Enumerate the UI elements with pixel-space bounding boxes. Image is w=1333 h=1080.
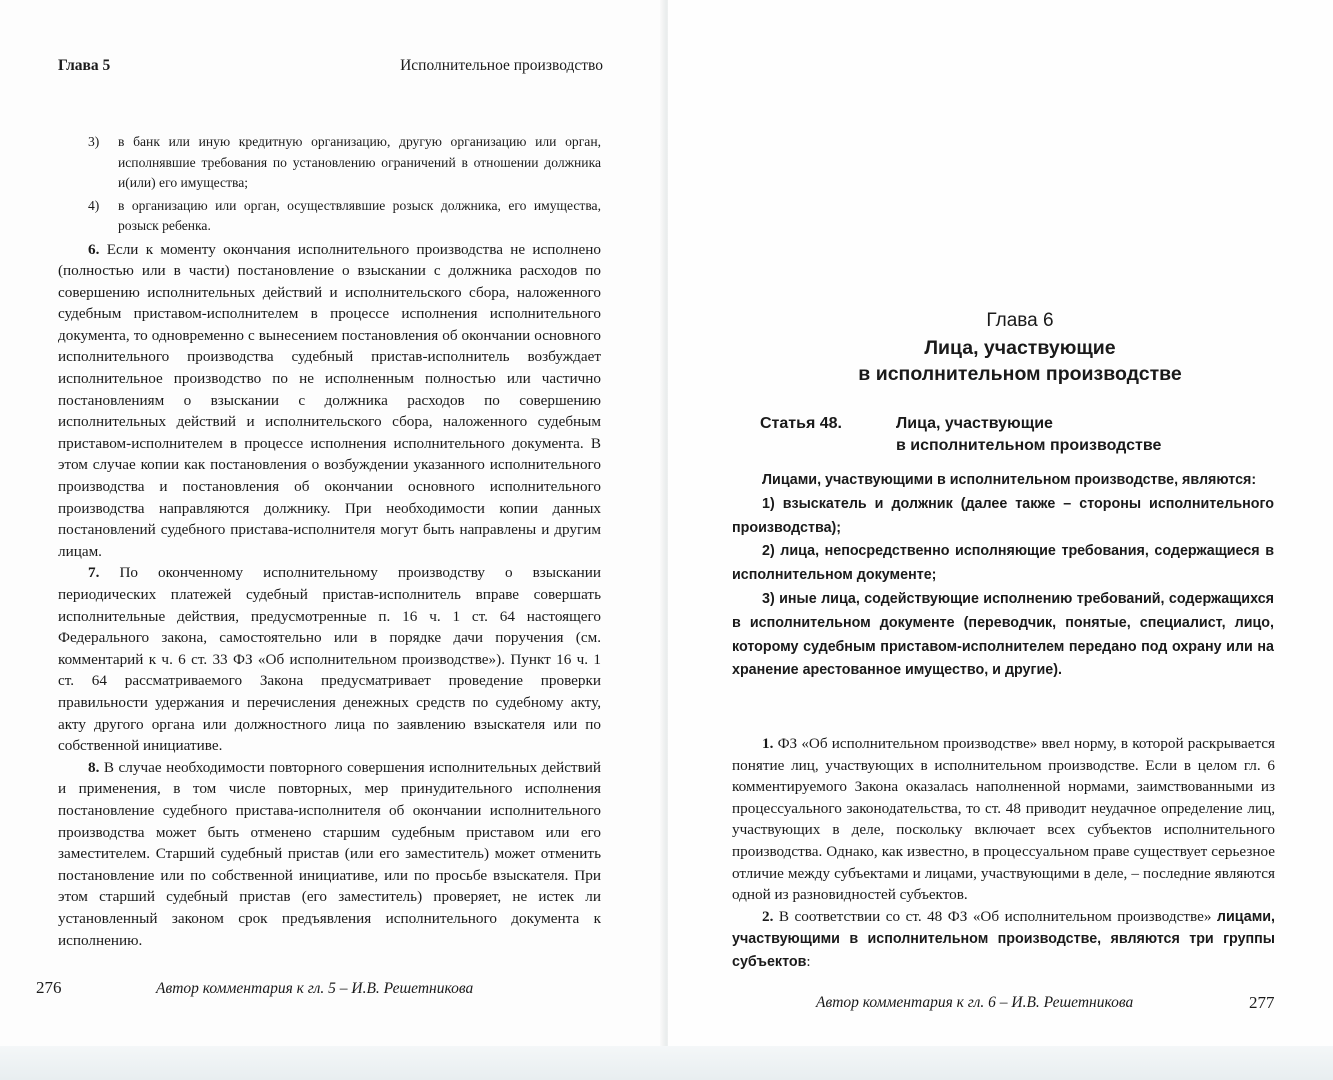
- list-item-number: 4): [88, 197, 100, 213]
- paragraph-text: В случае необходимости повторного совершения исполнительных действий и применения, в том числе повторных, мер принудительного исполнения постановление судебного пристава-исполнителя об окончании исполнительного производства может быть отменено старшим судебным приставом или его заместителем. Старший судебный пристав (или его заместитель) может отменить постановление или по собственной инициативе, или по просьбе взыскателя. При этом старший судебный пристав (его заместитель) проверяет, не истек ли установленный законом срок предъявления исполнительного документа к исполнению.: [58, 758, 602, 949]
- article-title-line-2: в исполнительном производстве: [896, 437, 1162, 454]
- list-item: [58, 196, 601, 237]
- article-number: Статья 48.: [760, 415, 842, 432]
- list-item-text: в организацию или орган, осуществлявшие розыск должника, его имущества, розыск ребенка.: [118, 197, 601, 233]
- paragraph-number: 8.: [88, 758, 100, 776]
- chapter-label: Глава 6: [986, 310, 1054, 331]
- list-item: [58, 132, 601, 194]
- page-number-left: 276: [36, 978, 62, 997]
- law-item-1: 1) взыскатель и должник (далее также – стороны исполнительного производства);: [732, 495, 1274, 536]
- footer-author-left: Автор комментария к гл. 5 – И.В. Решетникова: [156, 980, 474, 997]
- left-body-text: [58, 132, 601, 951]
- paragraph-number: 7.: [88, 564, 100, 582]
- chapter-title-line-2: в исполнительном производстве: [858, 363, 1182, 385]
- comment-end: :: [806, 952, 811, 970]
- list-item-number: 3): [88, 134, 100, 149]
- running-head-left: [58, 57, 603, 79]
- paragraph-number: 6.: [88, 240, 100, 258]
- chapter-heading: [700, 307, 1333, 387]
- list-item-text: в банк или иную кредитную организацию, другую организацию или орган, исполнявшие требования по установлению ограничений в отношении должника и(или) его имущества;: [118, 134, 601, 190]
- left-page: [0, 0, 664, 1080]
- law-item-2: 2) лица, непосредственно исполняющие требования, содержащиеся в исполнительном документе;: [732, 543, 1274, 584]
- paragraph-text: По оконченному исполнительному производству о взыскании периодических платежей судебный пристав-исполнитель вправе совершать исполнительные действия, предусмотренные п. 16 ч. 1 ст. 64 настоящего Федерального закона, самостоятельно или в порядке дачи поручения (см. комментарий к ч. 6 ст. 33 ФЗ «Об исполнительном производстве»). Пункт 16 ч. 1 ст. 64 рассматриваемого Закона предусматривает проведение проверки правильности удержания и перечисления денежных средств по судебному акту, акту другого органа или должностного лица по заявлению взыскателя или по собственной инициативе.: [58, 564, 602, 755]
- comment-2: [732, 906, 1275, 974]
- comment-number: 1.: [762, 735, 774, 752]
- paragraph-6: [58, 239, 601, 563]
- article-title-line-1: Лица, участвующие: [896, 415, 1053, 432]
- footer-author-right: Автор комментария к гл. 6 – И.В. Решетникова: [816, 994, 1134, 1011]
- paragraph-7: [58, 562, 601, 756]
- law-intro: Лицами, участвующими в исполнительном производстве, являются:: [762, 472, 1257, 488]
- right-body-text: [732, 733, 1275, 974]
- law-item-3: 3) иные лица, содействующие исполнению требований, содержащихся в исполнительном документе (переводчик, понятые, специалист, лицо, которому судебным приставом-исполнителем передано под охрану или на хранение арестованное имущество, и другие).: [732, 590, 1274, 679]
- paragraph-text: Если к моменту окончания исполнительного производства не исполнено (полностью или в части) постановление о взыскании с должника расходов по совершению исполнительных действий и исполнительского сбора, наложенного судебным приставом-исполнителем в процессе исполнения исполнительного документа, то одновременно с вынесением постановления об окончании основного исполнительного производства судебный пристав-исполнитель возбуждает исполнительное производство по не исполненным полностью или частично постановлениям о взыскании с должника расходов по совершению исполнительных действий и исполнительского сбора, наложенного судебным приставом-исполнителем в процессе исполнения исполнительного документа. В этом случае копии как постановления о возбуждении указанного исполнительного производства и постановления об окончании основного исполнительного производства направляются должнику. При необходимости копии данных постановлений судебного пристава-исполнителя могут быть направлены и другим лицам.: [58, 240, 601, 560]
- page-bottom-edge: [0, 1046, 1333, 1080]
- law-text: [732, 469, 1274, 683]
- article-title: [896, 413, 1256, 457]
- running-head-chapter: Глава 5: [58, 57, 111, 74]
- paragraph-8: [58, 757, 601, 951]
- running-head-title: Исполнительное производство: [400, 57, 603, 74]
- comment-1: [732, 733, 1275, 906]
- comment-number: 2.: [762, 907, 774, 925]
- comment-text: ФЗ «Об исполнительном производстве» ввел норму, в которой раскрывается понятие лиц, участвующих в исполнительном производстве. Если в целом гл. 6 комментируемого Закона оказалась наполненной нормами, заимствованными из процессуального законодательства, то ст. 48 приводит неудачное определение лиц, участвующих в деле, поскольку включает всех субъектов исполнительного производства. Однако, как известно, в процессуальном праве существует серьезное отличие между субъектами и лицами, участвующими в деле, – последние являются одной из разновидностей субъектов.: [732, 735, 1275, 904]
- comment-bold-text: лицами, участвующими в исполнительном производстве, являются три группы субъектов: [732, 908, 1276, 970]
- chapter-title-line-1: Лица, участвующие: [924, 337, 1116, 359]
- comment-text: В соответствии со ст. 48 ФЗ «Об исполнительном производстве»: [778, 907, 1212, 925]
- page-number-right: 277: [1249, 993, 1275, 1012]
